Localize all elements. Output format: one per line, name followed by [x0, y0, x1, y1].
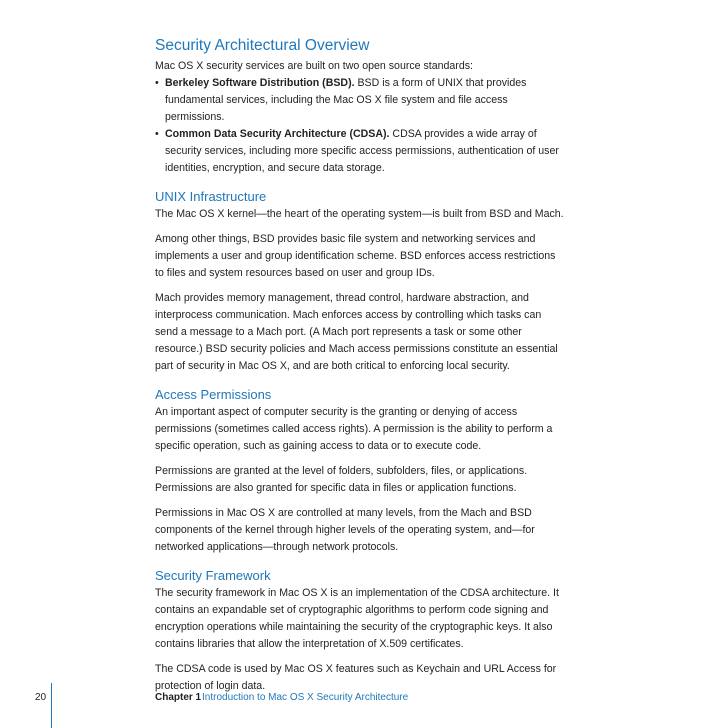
section-heading: Security Framework [155, 568, 271, 583]
paragraph: An important aspect of computer security is the granting or denying of access permissions (sometimes called access rights). A permission is the ability to perform a specific operation, such as gaining access to data or to execute code. [155, 406, 553, 452]
bullet-term: Berkeley Software Distribution (BSD). [165, 77, 355, 89]
paragraph: The Mac OS X kernel—the heart of the operating system—is built from BSD and Mach. [155, 208, 564, 220]
paragraph: Permissions in Mac OS X are controlled at many levels, from the Mach and BSD components of the kernel through higher levels of the operating system, and—for networked applications—through network protocols. [155, 507, 535, 553]
section-security-framework [155, 568, 565, 695]
paragraph: Among other things, BSD provides basic file system and networking services and implements a user and group identification scheme. BSD enforces access restrictions to files and system resources based on user and group IDs. [155, 233, 556, 279]
paragraph: The CDSA code is used by Mac OS X features such as Keychain and URL Access for protection of login data. [155, 663, 557, 692]
section-heading: Access Permissions [155, 387, 272, 402]
bullet-icon: • [155, 128, 159, 140]
bullet-list [155, 75, 565, 177]
bullet-text: BSD is a form of UNIX that provides fundamental services, including the Mac OS X file system and file access permissions. [165, 77, 527, 123]
intro-paragraph: Mac OS X security services are built on two open source standards: [155, 60, 473, 72]
section-access-permissions [155, 387, 565, 556]
page-content [155, 36, 565, 703]
bullet-text: CDSA provides a wide array of security services, including more specific access permissions, authentication of user identities, encryption, and secure data storage. [165, 128, 559, 174]
bullet-icon: • [155, 77, 159, 89]
bullet-term: Common Data Security Architecture (CDSA). [165, 128, 390, 140]
page-heading: Security Architectural Overview [155, 37, 370, 54]
section-unix-infrastructure [155, 189, 565, 375]
paragraph: Permissions are granted at the level of folders, subfolders, files, or applications. Permissions are also granted for specific data in files or application functions. [155, 465, 528, 494]
section-heading: UNIX Infrastructure [155, 189, 267, 204]
paragraph: Mach provides memory management, thread control, hardware abstraction, and interprocess communication. Mach enforces access by controlling which tasks can send a message to a Mach port. (A Mach port represents a task or some other resource.) BSD security policies and Mach access permissions constitute an essential part of security in Mac OS X, and are both critical to enforcing local security. [155, 292, 558, 372]
chapter-title: Introduction to Mac OS X Security Architecture [202, 692, 409, 703]
bullet-item-cdsa [155, 126, 565, 177]
paragraph: The security framework in Mac OS X is an implementation of the CDSA architecture. It contains an expandable set of cryptographic algorithms to perform code signing and encryption operations while maintaining the security of the cryptographic keys. It also contains libraries that allow the interpretation of X.509 certificates. [155, 587, 559, 650]
chapter-label: Chapter 1 [155, 692, 202, 703]
bullet-item-bsd [155, 75, 565, 126]
page-number: 20 [35, 692, 47, 703]
footer-divider [51, 683, 52, 728]
